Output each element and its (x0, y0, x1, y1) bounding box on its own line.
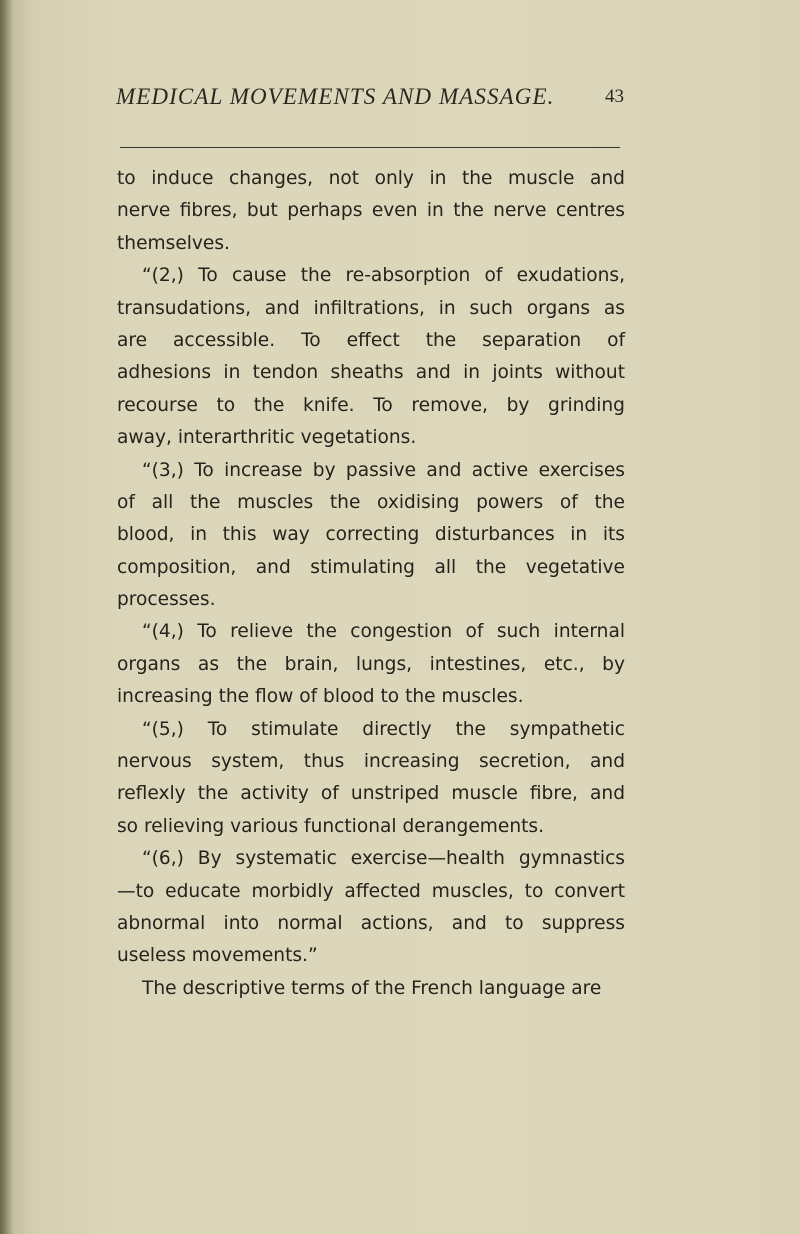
text-line: reflexly the activity of unstriped muscle fibre, and (117, 783, 625, 805)
text-line: of all the muscles the oxidising powers of the (117, 491, 625, 513)
running-head (116, 84, 624, 124)
text-line: processes. (117, 589, 216, 611)
text-line: blood, in this way correcting disturbances in its (117, 524, 625, 546)
text-line: increasing the flow of blood to the muscles. (117, 686, 524, 708)
text-line: abnormal into normal actions, and to suppress (117, 912, 625, 934)
text-line: “(3,) To increase by passive and active exercises (142, 459, 625, 481)
text-line: organs as the brain, lungs, intestines, etc., by (117, 653, 625, 675)
text-line: adhesions in tendon sheaths and in joints without (117, 362, 625, 384)
text-line: recourse to the knife. To remove, by grinding (117, 394, 625, 416)
text-line: are accessible. To effect the separation of (117, 329, 625, 351)
text-line: “(6,) By systematic exercise—health gymnastics (142, 848, 625, 870)
text-line: nerve fibres, but perhaps even in the nerve centres (117, 200, 625, 222)
text-line: useless movements.” (117, 945, 318, 967)
text-line: to induce changes, not only in the muscle and (117, 168, 625, 189)
text-line: nervous system, thus increasing secretion, and (117, 751, 625, 773)
text-line: “(4,) To relieve the congestion of such internal (142, 621, 625, 643)
body-text (117, 163, 625, 1005)
running-head-title: MEDICAL MOVEMENTS AND MASSAGE. (116, 84, 555, 109)
text-line: —to educate morbidly affected muscles, to convert (117, 880, 625, 902)
text-line: “(2,) To cause the re-absorption of exudations, (142, 265, 625, 287)
text-line: “(5,) To stimulate directly the sympathetic (142, 718, 625, 740)
page-number: 43 (605, 86, 624, 107)
page-spine-shadow (0, 0, 14, 1234)
text-line: themselves. (117, 232, 230, 254)
text-line: away, interarthritic vegetations. (117, 427, 417, 449)
header-rule (120, 147, 620, 148)
text-line: The descriptive terms of the French language are (142, 977, 602, 999)
text-line: transudations, and infiltrations, in such organs as (117, 297, 625, 319)
text-line: so relieving various functional derangements. (117, 815, 545, 837)
text-line: composition, and stimulating all the vegetative (117, 556, 625, 578)
